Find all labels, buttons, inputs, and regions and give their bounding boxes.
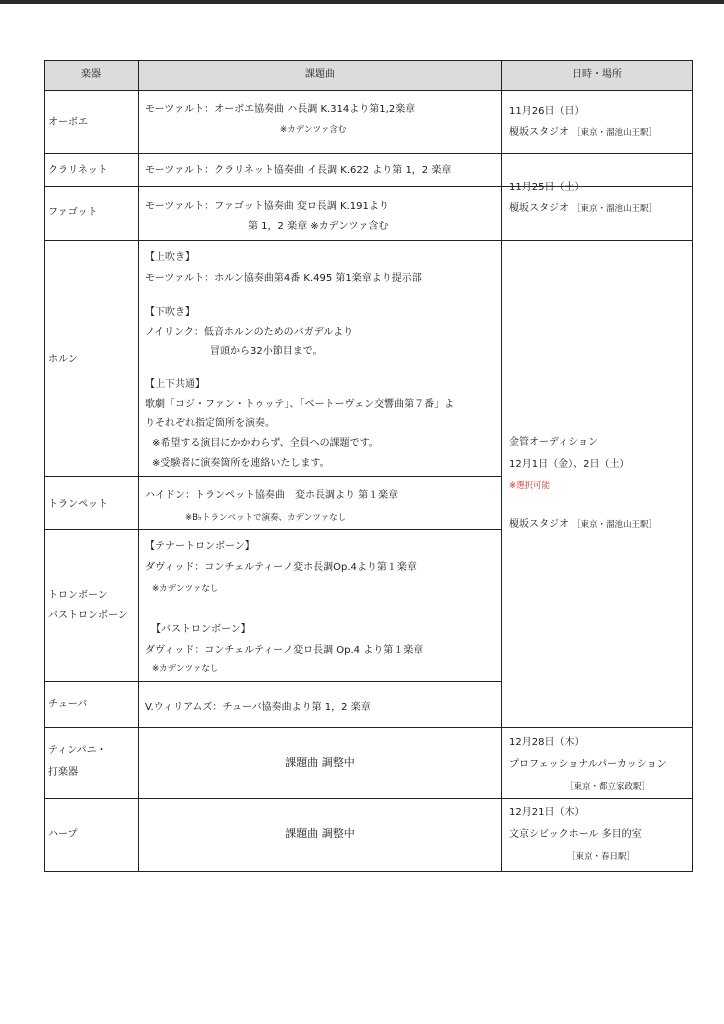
horn-common-note-2: ※受験者に演奏箇所を連絡いたします。 bbox=[152, 458, 330, 469]
timpani-station: ［東京・都立家政駅］ bbox=[565, 782, 651, 792]
horn-upper-piece: モーツァルト：ホルン協奏曲第4番 K.495 第1楽章より提示部 bbox=[145, 273, 422, 284]
oboe-venue: 榎坂スタジオ ［東京・溜池山王駅］ bbox=[509, 127, 658, 138]
horn-common-note-1: ※希望する演目にかかわらず、全員への課題です。 bbox=[152, 438, 379, 449]
instrument-harp: ハープ bbox=[48, 829, 78, 840]
horn-lower-piece: ノイリンク：低音ホルンのためのバガデルより bbox=[145, 327, 354, 338]
woodwind-date: 11月25日（土） bbox=[509, 182, 585, 193]
bass-trombone-section: 【バストロンボーン】 bbox=[151, 624, 251, 635]
tuba-piece: V.ウィリアムズ：チューバ協奏曲より第 1，2 楽章 bbox=[145, 702, 371, 713]
brass-venue: 榎坂スタジオ ［東京・溜池山王駅］ bbox=[509, 519, 658, 530]
clarinet-piece: モーツァルト：クラリネット協奏曲 イ長調 K.622 より第 1，2 楽章 bbox=[145, 165, 452, 176]
instrument-percussion: 打楽器 bbox=[48, 767, 78, 778]
tenor-trombone-section: 【テナートロンボーン】 bbox=[145, 541, 255, 552]
instrument-bass-trombone: バストロンボーン bbox=[48, 610, 128, 621]
instrument-trumpet: トランペット bbox=[48, 499, 108, 510]
scan-top-edge bbox=[0, 0, 724, 4]
bassoon-piece-movements: 第 1，2 楽章 ※カデンツァ含む bbox=[248, 221, 389, 232]
timpani-venue: プロフェッショナルパーカッション bbox=[509, 759, 667, 770]
timpani-piece-pending: 課題曲 調整中 bbox=[285, 756, 355, 769]
header-instrument: 楽器 bbox=[81, 69, 101, 80]
tenor-trombone-piece: ダヴィッド：コンチェルティーノ変ホ長調Op.4より第１楽章 bbox=[145, 562, 417, 573]
timpani-date: 12月28日（木） bbox=[509, 737, 585, 748]
horn-section-lower: 【下吹き】 bbox=[145, 307, 195, 318]
oboe-date: 11月26日（日） bbox=[509, 106, 585, 117]
instrument-tuba: チューバ bbox=[48, 699, 88, 710]
instrument-bassoon: ファゴット bbox=[48, 207, 98, 218]
bass-trombone-piece: ダヴィッド：コンチェルティーノ変ロ長調 Op.4 より第１楽章 bbox=[145, 645, 424, 656]
harp-station: ［東京・春日駅］ bbox=[567, 852, 636, 862]
brass-selectable-note: ※選択可能 bbox=[509, 481, 551, 491]
header-date-venue: 日時・場所 bbox=[572, 69, 622, 80]
header-piece: 課題曲 bbox=[305, 69, 335, 80]
bass-trombone-note: ※カデンツァなし bbox=[152, 664, 219, 674]
horn-section-upper: 【上吹き】 bbox=[145, 252, 195, 263]
tenor-trombone-note: ※カデンツァなし bbox=[152, 584, 219, 594]
brass-audition-dates: 12月1日（金）、2日（土） bbox=[509, 459, 630, 470]
harp-venue: 文京シビックホール 多目的室 bbox=[509, 829, 642, 840]
horn-common-line-1: 歌劇「コジ・ファン・トゥッテ」、「ベートーヴェン交響曲第７番」よ bbox=[145, 399, 455, 410]
brass-audition-title: 金管オーディション bbox=[509, 437, 598, 448]
oboe-piece: モーツァルト：オーボエ協奏曲 ハ長調 K.314より第1,2楽章 bbox=[145, 104, 416, 115]
harp-piece-pending: 課題曲 調整中 bbox=[285, 827, 355, 840]
horn-lower-piece-range: 冒頭から32小節目まで。 bbox=[210, 346, 323, 357]
trumpet-note: ※B♭トランペットで演奏、カデンツァなし bbox=[185, 513, 347, 523]
harp-date: 12月21日（木） bbox=[509, 807, 585, 818]
audition-schedule-table bbox=[44, 60, 693, 872]
oboe-note: ※カデンツァ含む bbox=[280, 125, 347, 135]
instrument-timpani: ティンパニ・ bbox=[48, 745, 107, 756]
instrument-clarinet: クラリネット bbox=[48, 165, 108, 176]
instrument-horn: ホルン bbox=[48, 354, 78, 365]
instrument-oboe: オーボエ bbox=[48, 117, 88, 128]
horn-common-line-2: りそれぞれ指定箇所を演奏。 bbox=[145, 418, 275, 429]
trumpet-piece: ハイドン：トランペット協奏曲 変ホ長調より 第１楽章 bbox=[145, 490, 399, 501]
instrument-trombone: トロンボーン bbox=[48, 590, 108, 601]
bassoon-piece: モーツァルト：ファゴット協奏曲 変ロ長調 K.191より bbox=[145, 201, 389, 212]
horn-section-common: 【上下共通】 bbox=[145, 379, 205, 390]
woodwind-venue: 榎坂スタジオ ［東京・溜池山王駅］ bbox=[509, 203, 658, 214]
